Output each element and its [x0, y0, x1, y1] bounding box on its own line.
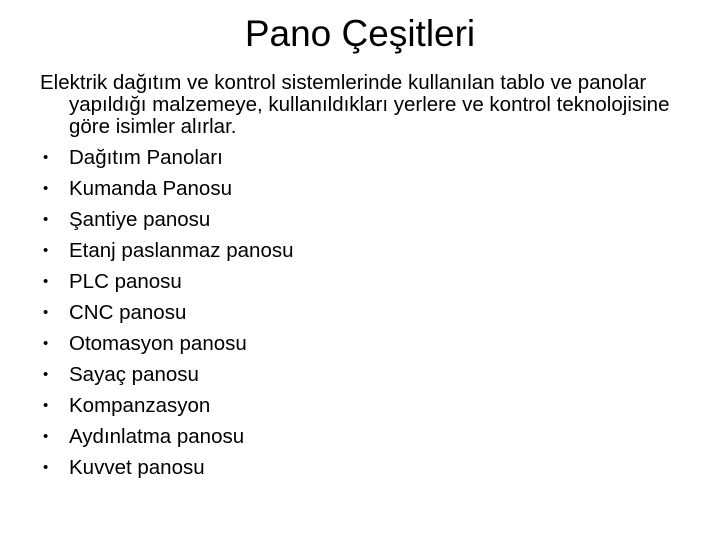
bullet-icon: • [43, 180, 49, 197]
list-item [40, 235, 680, 266]
list-item-text: CNC panosu [69, 301, 187, 324]
list-item [40, 173, 680, 204]
slide-title: Pano Çeşitleri [244, 13, 476, 54]
bullet-icon: • [43, 397, 49, 414]
list-item-text: Aydınlatma panosu [69, 425, 245, 448]
list-item-text: Etanj paslanmaz panosu [69, 239, 294, 262]
list-item [40, 204, 680, 235]
bullet-icon: • [43, 273, 49, 290]
bullet-list [40, 142, 680, 483]
list-item [40, 266, 680, 297]
list-item [40, 297, 680, 328]
slide-content [40, 72, 680, 483]
bullet-icon: • [43, 335, 49, 352]
list-item-text: PLC panosu [69, 270, 182, 293]
list-item-text: Kuvvet panosu [69, 456, 205, 479]
list-item-text: Otomasyon panosu [69, 332, 247, 355]
bullet-icon: • [43, 459, 49, 476]
bullet-icon: • [43, 242, 49, 259]
bullet-icon: • [43, 211, 49, 228]
list-item-text: Kompanzasyon [69, 394, 211, 417]
list-item [40, 452, 680, 483]
list-item [40, 328, 680, 359]
list-item [40, 421, 680, 452]
list-item-text: Sayaç panosu [69, 363, 199, 386]
bullet-icon: • [43, 149, 49, 166]
bullet-icon: • [43, 366, 49, 383]
bullet-icon: • [43, 428, 49, 445]
intro-paragraph: Elektrik dağıtım ve kontrol sistemlerinde kullanılan tablo ve panolar yapıldığı malzemeye, kullanıldıkları yerlere ve kontrol teknolojisine göre isimler alırlar. [40, 71, 670, 138]
bullet-icon: • [43, 304, 49, 321]
list-item-text: Dağıtım Panoları [69, 146, 223, 169]
list-item-text: Şantiye panosu [69, 208, 211, 231]
list-item [40, 390, 680, 421]
list-item-text: Kumanda Panosu [69, 177, 232, 200]
list-item [40, 142, 680, 173]
list-item [40, 359, 680, 390]
